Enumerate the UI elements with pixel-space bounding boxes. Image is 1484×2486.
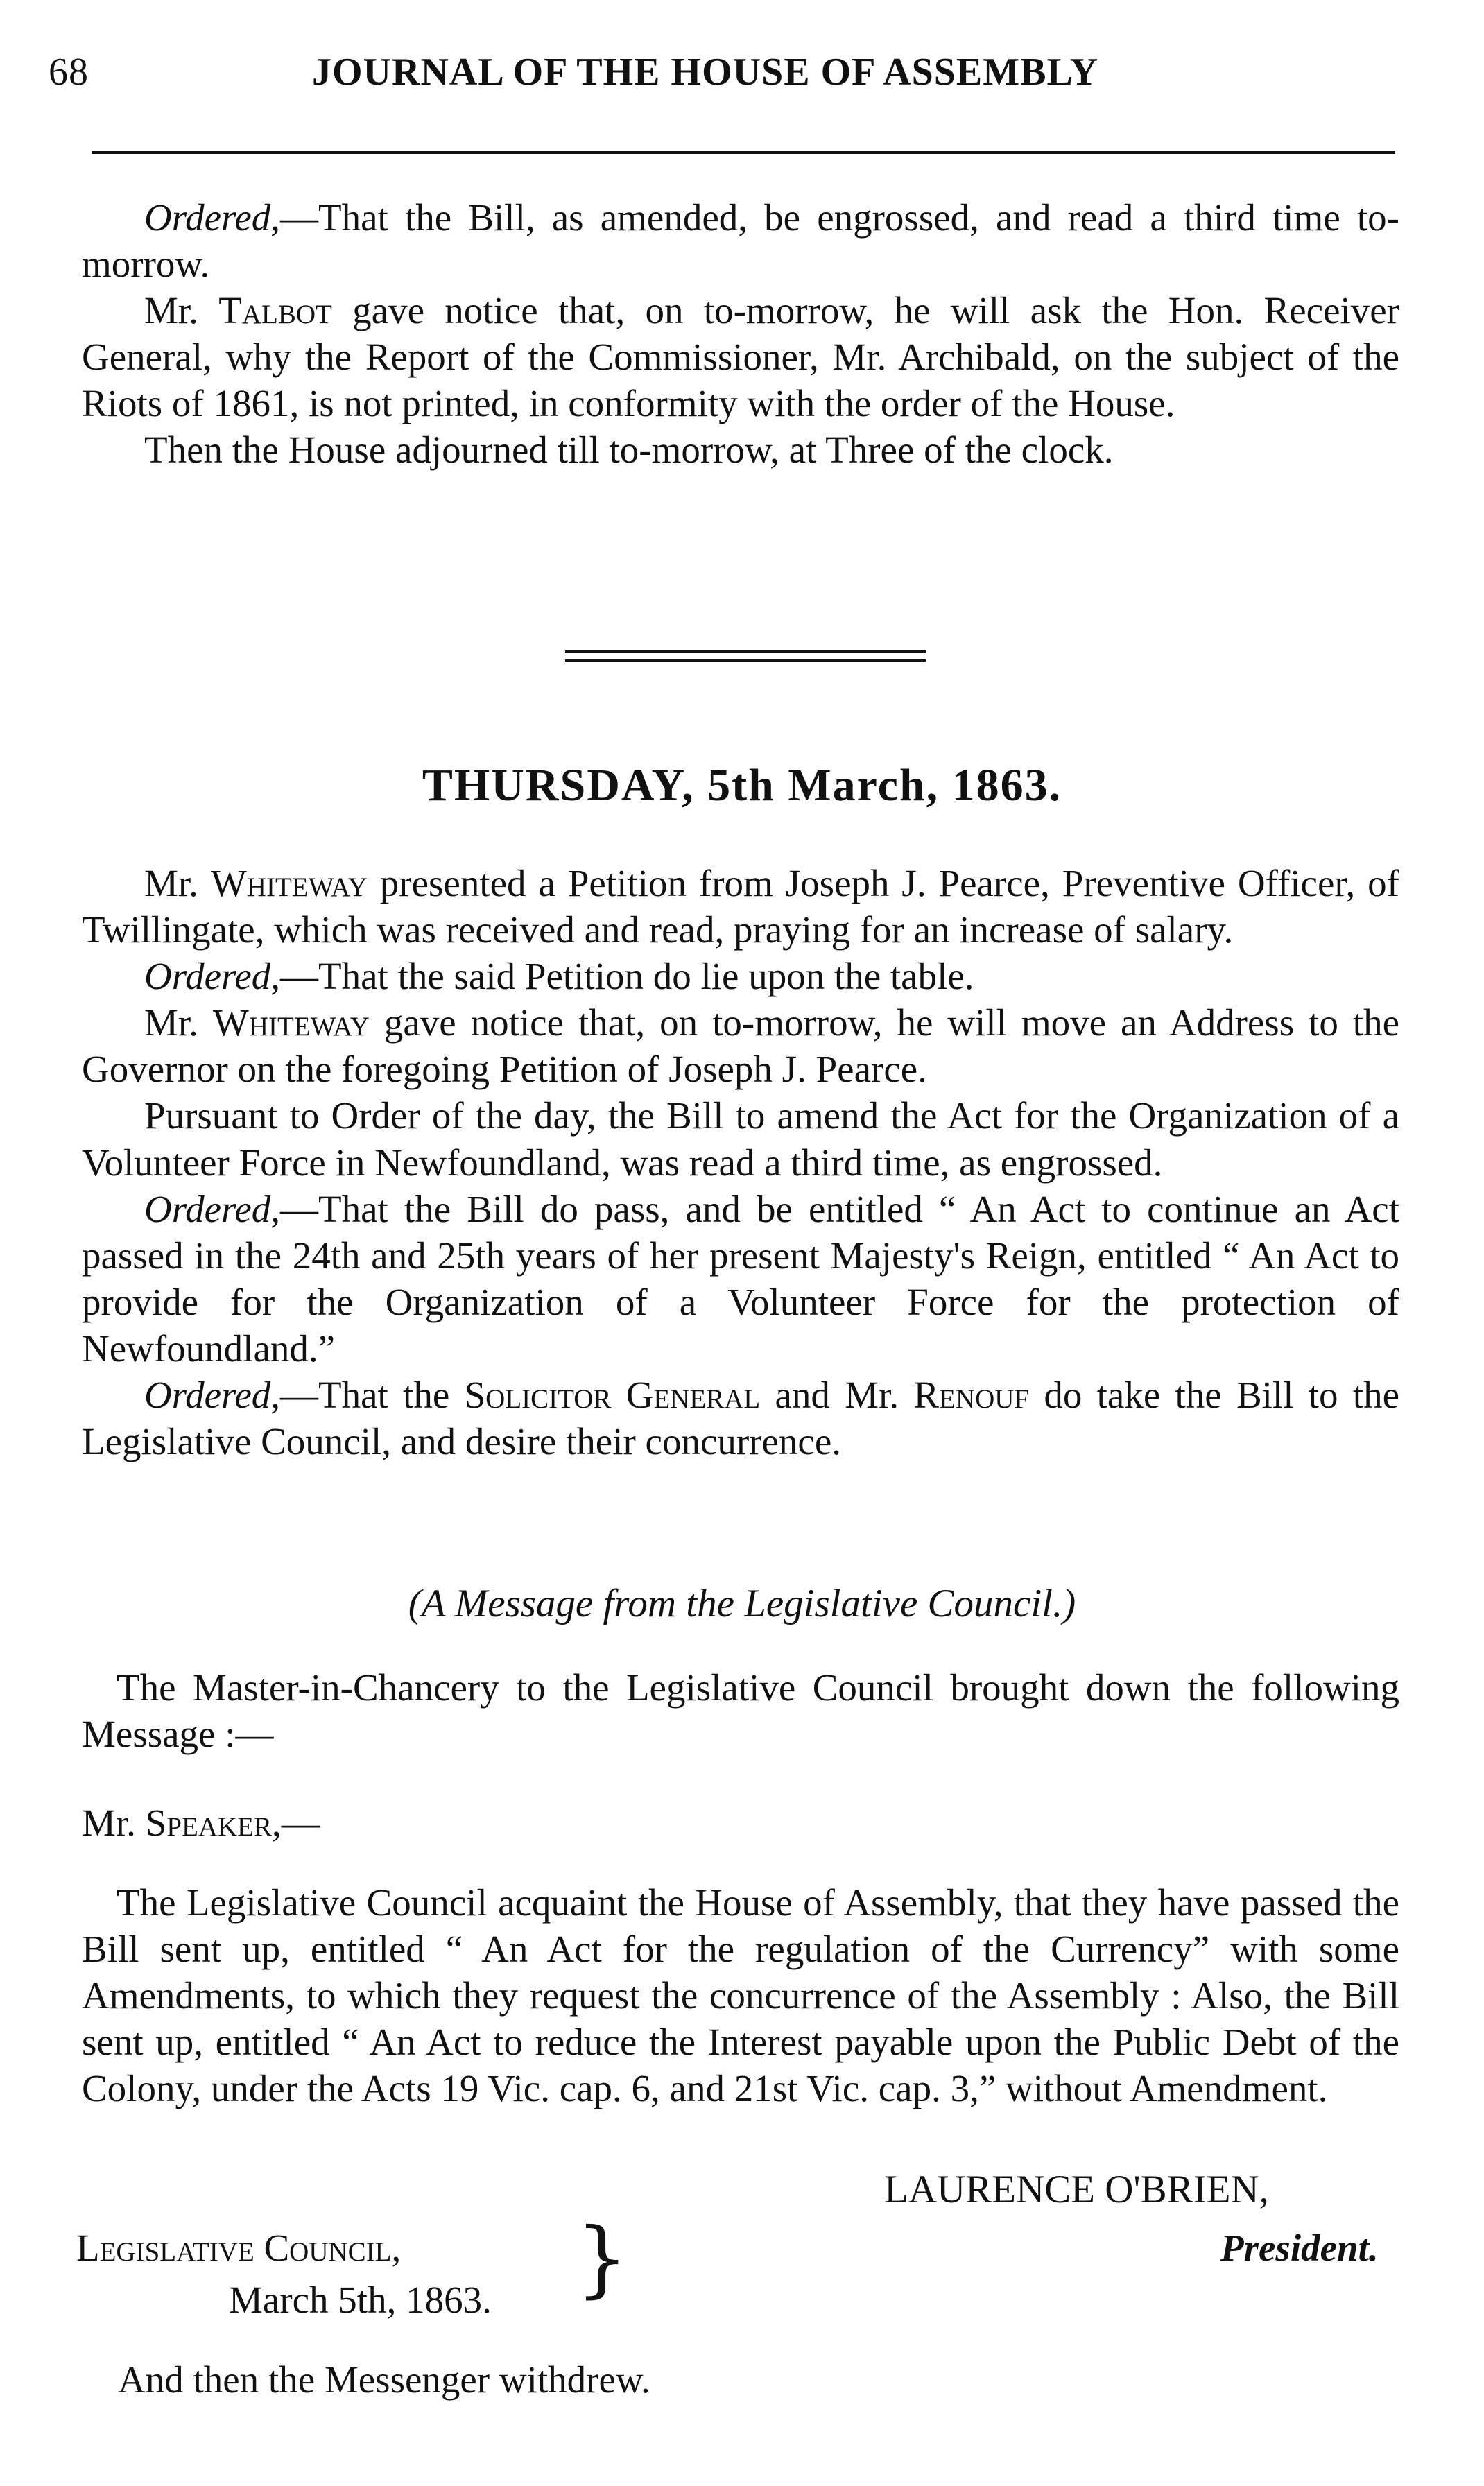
date-heading: THURSDAY, 5th March, 1863. [422,760,1062,811]
paragraph-text: do take the Bill to the Legislative Council, and desire their concurrence. [82,1374,1400,1463]
section-divider [565,650,926,662]
ordered-engrossed-paragraph [82,194,1399,287]
ordered-table-paragraph [82,953,1399,999]
message-heading: (A Message from the Legislative Council.) [408,1582,1076,1625]
talbot-notice-paragraph [82,287,1399,426]
mr-prefix: Mr. [144,1001,213,1044]
member-name: Whiteway [212,1001,370,1044]
member-name: Talbot [218,289,332,332]
member-name: Whiteway [210,862,368,904]
ordered-council-paragraph [82,1372,1399,1465]
mr-prefix: Mr. [144,862,211,904]
paragraph-text: gave notice that, on to-morrow, he will ask the Hon. Receiver General, why the Report of the Commissioner, Mr. Archibald, on the subject of the Riots of 1861, is not printed, in conformity with the order of the House. [82,289,1399,425]
paragraph-text: and Mr. [760,1374,914,1417]
ordered-label: Ordered, [144,196,281,239]
third-reading-paragraph: Pursuant to Order of the day, the Bill to amend the Act for the Organization of a Volunteer Force in Newfoundland, was read a third time, as engrossed. [82,1094,1399,1184]
mr-prefix: Mr. [82,1802,146,1844]
message-intro-section [82,1664,1399,1757]
running-title: JOURNAL OF THE HOUSE OF ASSEMBLY [312,51,1099,94]
message-body: The Legislative Council acquaint the House of Assembly, that they have passed the Bill sent up, entitled “ An Act for the regulation of the Currency” with some Amendments, to which they request the concurrence of the Assembly : Also, the Bill sent up, entitled “ An Act to reduce the Interest payable upon the Public Debt of the Colony, under the Acts 19 Vic. cap. 6, and 21st Vic. cap. 3,” without Amendment. [82,1881,1399,2110]
paragraph-text: —That the said Petition do lie upon the table. [280,955,974,998]
signature-date: March 5th, 1863. [229,2279,492,2321]
ordered-pass-paragraph [82,1186,1399,1372]
message-body-section [82,1879,1399,2112]
adjournment-paragraph: Then the House adjourned till to-morrow, at Three of the clock. [144,429,1114,472]
ordered-label: Ordered, [144,955,281,998]
address-notice-paragraph [82,999,1399,1092]
brace-mark: } [576,2211,629,2307]
paragraph-text: —That the Bill do pass, and be entitled “ An Act to continue an Act passed in the 24th and 25th years of her present Majesty's Reign, entitled “ An Act to provide for the Organization of a Volunteer Force for the protection of Newfoundland.” [82,1187,1399,1370]
salutation [82,1799,1399,1846]
paragraph-text: —That the Bill, as amended, be engrossed, and read a third time to-morrow. [82,196,1399,286]
speaker-name: Speaker [145,1802,272,1844]
salutation-section [82,1799,1399,1846]
message-intro: The Master-in-Chancery to the Legislative Council brought down the following Message :— [82,1666,1399,1756]
signature-place: Legislative Council, [76,2227,402,2269]
paragraph-text: —That the [280,1374,465,1417]
page-number: 68 [49,51,89,94]
member-name: Renouf [913,1374,1030,1417]
signature-title: President. [1220,2227,1379,2269]
header-rule [92,151,1395,154]
paragraph-text: presented a Petition from Joseph J. Pearce, Preventive Officer, of Twillingate, which was received and read, praying for an increase of salary. [82,862,1399,951]
page-header [49,50,1394,98]
mr-prefix: Mr. [144,289,219,332]
proceedings-section [82,860,1399,1465]
ordered-label: Ordered, [144,1187,281,1230]
member-name: Solicitor General [464,1374,761,1417]
closing-line: And then the Messenger withdrew. [118,2358,650,2401]
salutation-dash: ,— [271,1802,320,1844]
ordered-label: Ordered, [144,1374,281,1417]
petition-paragraph [82,860,1399,953]
paragraph-text: gave notice that, on to-morrow, he will move an Address to the Governor on the foregoing Petition of Joseph J. Pearce. [82,1001,1400,1091]
top-section [82,194,1399,474]
signature-name: LAURENCE O'BRIEN, [884,2168,1269,2211]
